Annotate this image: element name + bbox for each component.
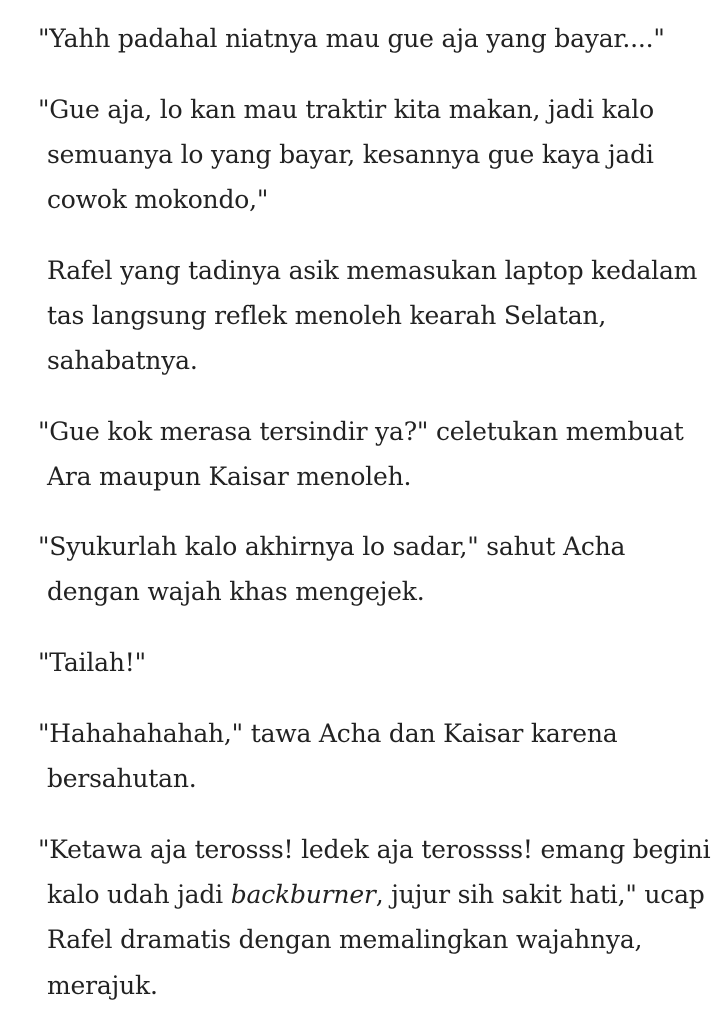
text-line: bersahutan.: [47, 764, 197, 793]
text-line: dengan wajah khas mengejek.: [47, 577, 425, 606]
text-line: semuanya lo yang bayar, kesannya gue kaya jadi: [47, 140, 654, 169]
text-segment: kalo udah jadi: [47, 880, 231, 909]
text-segment: , jujur sih sakit hati," ucap: [375, 880, 705, 909]
italic-word: backburner: [230, 880, 376, 909]
text-line: "Yahh padahal niatnya mau gue aja yang bayar....": [38, 24, 665, 53]
text-line: merajuk.: [47, 971, 158, 1000]
text-line: cowok mokondo,": [47, 185, 269, 214]
text-line: tas langsung reflek menoleh kearah Selatan,: [47, 301, 607, 330]
text-line: "Tailah!": [38, 648, 146, 677]
text-line: [47, 880, 705, 910]
text-line: "Gue aja, lo kan mau traktir kita makan, jadi kalo: [38, 95, 654, 124]
text-line: Rafel yang tadinya asik memasukan laptop kedalam: [47, 256, 698, 285]
text-line: Rafel dramatis dengan memalingkan wajahnya,: [47, 925, 643, 954]
text-line: "Gue kok merasa tersindir ya?" celetukan membuat: [38, 417, 684, 446]
text-line: sahabatnya.: [47, 346, 198, 375]
text-line: "Syukurlah kalo akhirnya lo sadar," sahut Acha: [38, 532, 626, 561]
text-line: "Ketawa aja terosss! ledek aja terossss! emang begini: [38, 835, 711, 864]
text-line: "Hahahahahah," tawa Acha dan Kaisar karena: [38, 719, 618, 748]
text-line: Ara maupun Kaisar menoleh.: [47, 462, 412, 491]
